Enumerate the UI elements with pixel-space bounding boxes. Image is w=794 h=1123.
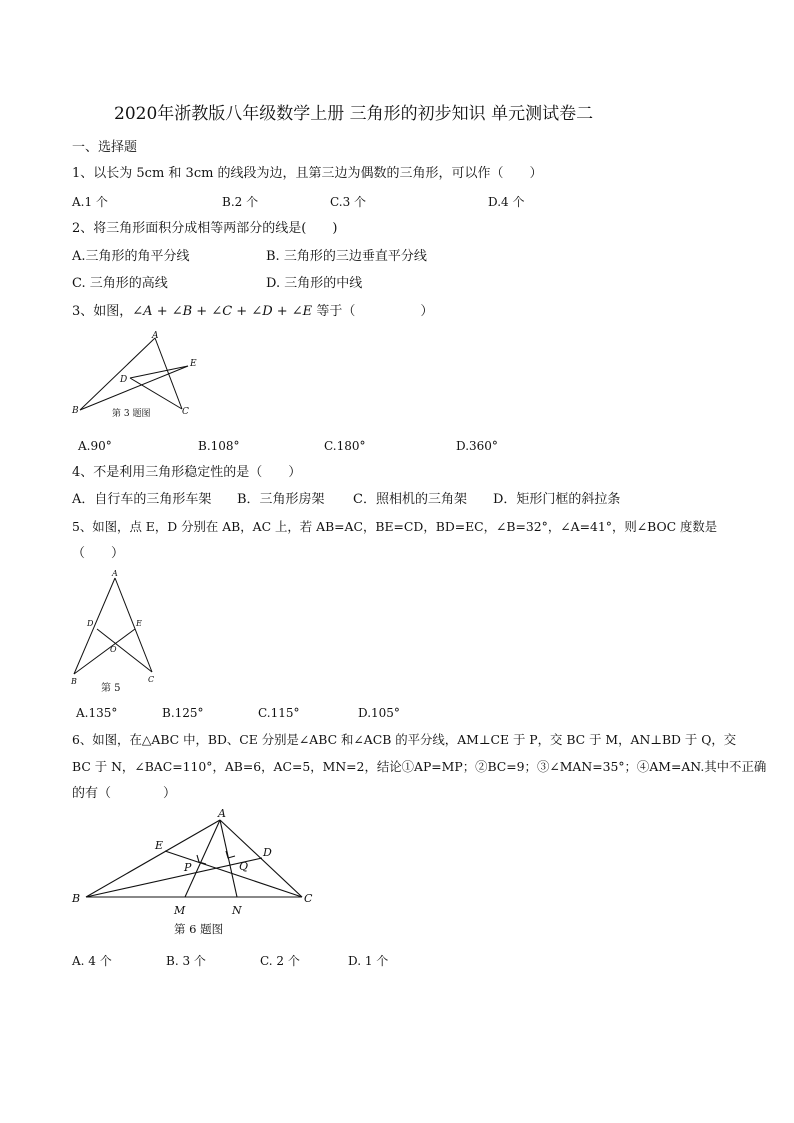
fig5-label-b: B — [71, 677, 77, 686]
fig3-label-a: A — [152, 331, 159, 341]
q3-option-c: C.180° — [324, 439, 366, 453]
question-4-stem: 4、不是利用三角形稳定性的是（ ） — [72, 465, 302, 480]
fig3-caption: 第 3 题图 — [112, 409, 151, 419]
fig3-line-dc — [130, 378, 182, 409]
q1-option-a: A.1 个 — [72, 195, 108, 209]
fig6-label-d: D — [263, 846, 272, 859]
fig6-line-an — [220, 820, 237, 897]
question-6-stem-line3: 的有（ ） — [72, 786, 177, 801]
figure-6 — [66, 806, 328, 940]
q5-option-a: A.135° — [76, 706, 118, 720]
q2-option-b: B. 三角形的三边垂直平分线 — [266, 249, 427, 264]
fig5-label-e: E — [136, 619, 142, 628]
q6-option-a: A. 4 个 — [72, 954, 112, 968]
q4-option-b: B．三角形房架 — [237, 492, 325, 507]
q1-option-d: D.4 个 — [488, 195, 525, 209]
fig6-line-ab — [86, 820, 220, 897]
fig3-label-c: C — [182, 407, 189, 417]
q4-option-d: D．矩形门框的斜拉条 — [493, 492, 621, 507]
fig5-label-o: O — [110, 645, 117, 654]
fig6-label-p: P — [184, 861, 192, 874]
q4-option-c: C．照相机的三角架 — [353, 492, 467, 507]
fig6-label-c: C — [304, 892, 313, 905]
q3-option-b: B.108° — [198, 439, 240, 453]
fig6-label-a: A — [218, 807, 226, 820]
fig5-caption: 第 5 — [101, 683, 121, 692]
q3-option-a: A.90° — [78, 439, 112, 453]
q3-stem-suffix: 等于（ ） — [312, 304, 434, 319]
q6-option-b: B. 3 个 — [166, 954, 206, 968]
section-heading: 一、选择题 — [72, 140, 138, 155]
q5-option-c: C.115° — [258, 706, 300, 720]
fig5-label-c: C — [148, 675, 155, 684]
fig6-line-ce — [165, 851, 302, 897]
figure-3 — [70, 330, 210, 422]
fig6-line-am — [185, 820, 220, 897]
fig6-label-m: M — [174, 904, 186, 917]
page-title: 2020年浙教版八年级数学上册 三角形的初步知识 单元测试卷二 — [114, 104, 594, 124]
fig3-label-d: D — [120, 375, 128, 385]
fig3-line-de — [130, 366, 188, 378]
q2-option-c: C. 三角形的高线 — [72, 276, 168, 291]
fig5-line-ab — [74, 578, 115, 674]
q2-option-a: A.三角形的角平分线 — [72, 249, 190, 264]
figure-5 — [68, 566, 168, 692]
fig3-line-ab — [80, 338, 155, 410]
fig6-label-e: E — [155, 839, 164, 852]
fig6-label-b: B — [72, 892, 81, 905]
fig5-label-d: D — [87, 619, 94, 628]
q5-option-d: D.105° — [358, 706, 400, 720]
q3-option-d: D.360° — [456, 439, 498, 453]
q6-option-d: D. 1 个 — [348, 954, 389, 968]
q1-option-c: C.3 个 — [330, 195, 367, 209]
question-5-stem-line2: （ ） — [72, 546, 125, 561]
question-5-stem-line1: 5、如图，点 E，D 分别在 AB，AC 上，若 AB=AC，BE=CD，BD=EC，∠B=32°，∠A=41°，则∠BOC 度数是 — [72, 519, 718, 534]
question-6-stem-line1: 6、如图，在△ABC 中，BD、CE 分别是∠ABC 和∠ACB 的平分线，AM⊥CE 于 P，交 BC 于 M，AN⊥BD 于 Q，交 — [72, 732, 737, 747]
question-2-stem: 2、将三角形面积分成相等两部分的线是( ) — [72, 221, 338, 236]
q3-stem-math: ∠A + ∠B + ∠C + ∠D + ∠E — [132, 304, 313, 319]
q3-stem-prefix: 3、如图， — [72, 304, 133, 319]
fig6-label-n: N — [232, 904, 242, 917]
q4-option-a: A．自行车的三角形车架 — [72, 492, 212, 507]
fig6-label-q: Q — [239, 860, 249, 873]
question-1-stem: 1、以长为 5cm 和 3cm 的线段为边，且第三边为偶数的三角形，可以作（ ） — [72, 166, 543, 181]
q1-option-b: B.2 个 — [222, 195, 259, 209]
q2-option-d: D. 三角形的中线 — [266, 276, 363, 291]
question-3-stem — [72, 304, 433, 320]
fig5-label-a: A — [112, 569, 118, 578]
fig3-label-e: E — [190, 359, 197, 369]
fig6-caption: 第 6 题图 — [174, 922, 224, 936]
q6-option-c: C. 2 个 — [260, 954, 300, 968]
q5-option-b: B.125° — [162, 706, 204, 720]
question-6-stem-line2: BC 于 N，∠BAC=110°，AB=6，AC=5，MN=2，结论①AP=MP；②BC=9；③∠MAN=35°；④AM=AN.其中不正确 — [72, 759, 767, 774]
fig3-label-b: B — [72, 406, 79, 416]
